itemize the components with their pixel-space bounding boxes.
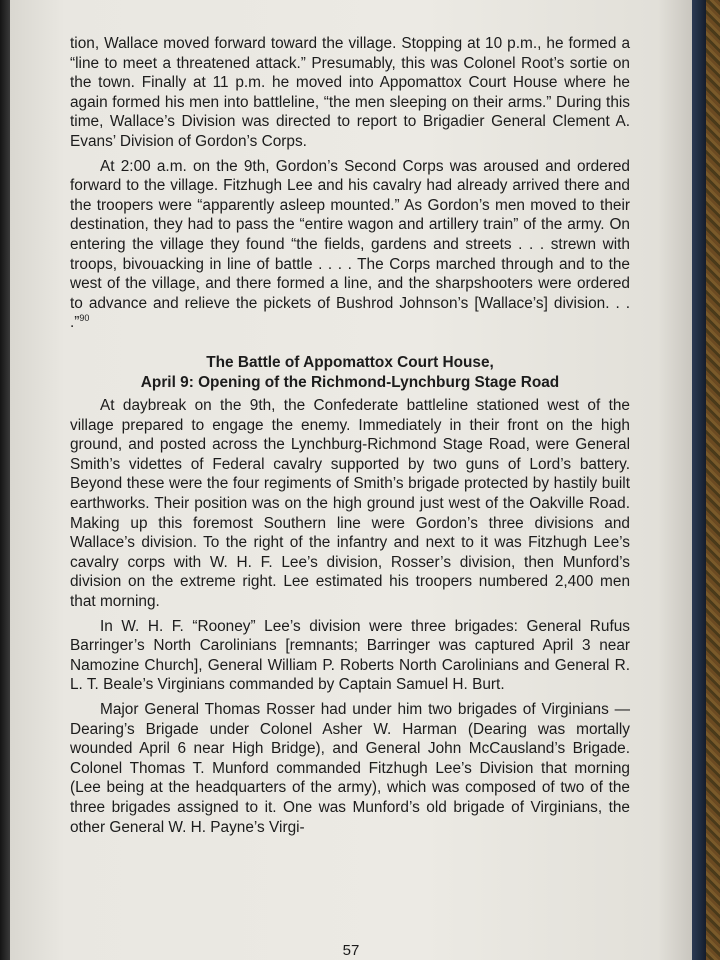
paragraph-5: Major General Thomas Rosser had under him two brigades of Virginians — Dearing’s Brigade under Colonel Asher W. Harman (Dearing was mortally wounded April 6 near High Bridge), and General John McCausland’s Brigade. Colonel Thomas T. Munford commanded Fitzhugh Lee’s Division that morning (Lee being at the headquarters of the army), which was composed of two of the three brigades assigned to it. One was Munford’s old brigade of Virginians, the other General W. H. Payne’s Virgi-: [70, 701, 630, 836]
book-cover-left-edge: [0, 0, 10, 960]
paragraph-2: [70, 157, 630, 333]
section-heading-line-2: April 9: Opening of the Richmond-Lynchburg Stage Road: [140, 373, 560, 391]
section-heading-line-1: The Battle of Appomattox Court House,: [206, 353, 494, 371]
section-heading: [70, 353, 630, 392]
page-text: [70, 34, 630, 842]
paragraph-3: At daybreak on the 9th, the Confederate battleline stationed west of the village prepared to engage the enemy. Immediately in their front on the high ground, and posted across the Lynchburg-Richmond Stage Road, were General Smith’s videttes of Federal cavalry supported by two guns of Lord’s battery. Beyond these were the four regiments of Smith’s brigade protected by hastily built earthworks. Their position was on the high ground just west of the Oakville Road. Making up this foremost Southern line were Gordon’s three divisions and Wallace’s division. To the right of the infantry and next to it was Fitzhugh Lee’s cavalry corps with W. H. F. Lee’s division, Rosser’s division, then Munford’s division on the extreme right. Lee estimated his troopers numbered 2,400 men that morning.: [70, 397, 630, 611]
footnote-reference: 90: [79, 313, 90, 324]
page-number: 57: [342, 942, 360, 959]
paragraph-4: In W. H. F. “Rooney” Lee’s division were three brigades: General Rufus Barringer’s North Carolinians [remnants; Barringer was captured April 3 near Namozine Church], General William P. Roberts North Carolinians and General R. L. T. Beale’s Virginians commanded by Captain Samuel H. Burt.: [70, 617, 630, 694]
book-cover-spine: [692, 0, 706, 960]
book-page: [10, 0, 692, 960]
background-fabric: [706, 0, 720, 960]
paragraph-1: tion, Wallace moved forward toward the village. Stopping at 10 p.m., he formed a “line to meet a threatened attack.” Presumably, this was Colonel Root’s sortie on the town. Finally at 11 p.m. he moved into Appomattox Court House where he again formed his men into battleline, “the men sleeping on their arms.” During this time, Wallace’s Division was directed to report to Brigadier General Clement A. Evans’ Division of Gordon’s Corps.: [70, 35, 630, 150]
paragraph-2-text: At 2:00 a.m. on the 9th, Gordon’s Second Corps was aroused and ordered forward to the village. Fitzhugh Lee and his cavalry had already arrived there and the troopers were “apparently asleep mounted.” As Gordon’s men moved to their destination, they had to pass the “entire wagon and artillery train” of the army. On entering the village they found “the fields, gardens and streets . . . strewn with troops, bivouacking in line of battle . . . . The Corps marched through and to the west of the village, and there formed a line, and the sharpshooters were ordered to advance and relieve the pickets of Bushrod Johnson’s [Wallace’s] division. . . .”: [70, 157, 630, 332]
